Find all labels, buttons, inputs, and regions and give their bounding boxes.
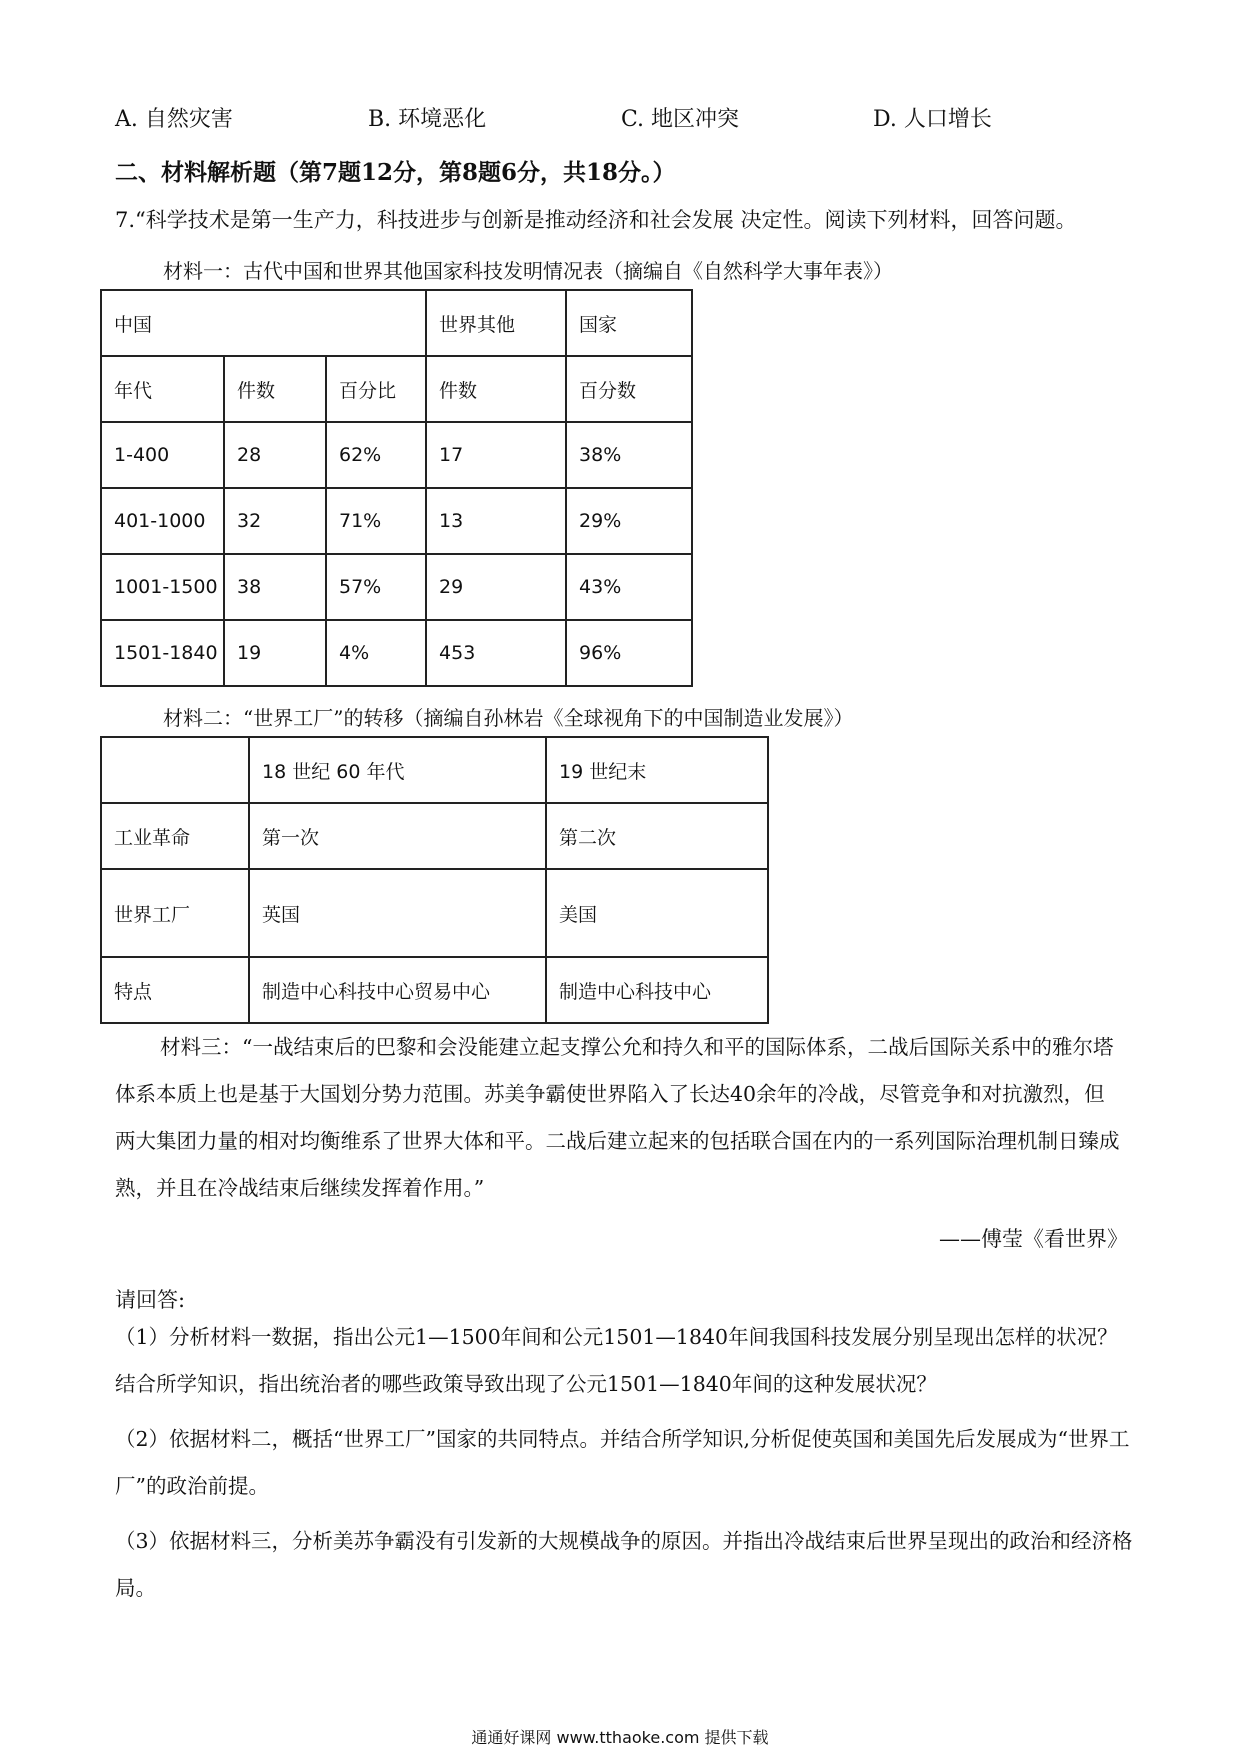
table-cell: 19 [224,620,326,686]
question-7-intro: 7.“科学技术是第一生产力，科技进步与创新是推动经济和社会发展 决定性。阅读下列材料，回答问题。 [115,208,1077,232]
table-row [101,422,692,488]
material2-table [100,736,769,1024]
table-cell: 美国 [546,869,768,957]
table-cell: 英国 [249,869,546,957]
table-cell: 13 [426,488,566,554]
option-c: C. 地区冲突 [621,107,740,132]
table-header-row [101,737,768,803]
table-cell: 制造中心科技中心贸易中心 [249,957,546,1023]
table-cell: 工业革命 [101,803,249,869]
header-era: 年代 [101,356,224,422]
material3-source: ——傅莹《看世界》 [939,1227,1128,1251]
table-cell: 29% [566,488,692,554]
material3-text: 材料三：“一战结束后的巴黎和会没能建立起支撑公允和持久和平的国际体系，二战后国际关系中的雅尔塔体系本质上也是基于大国划分势力范围。苏美争霸使世界陷入了长达40余年的冷战，尽管竞争和对抗激烈，但两大集团力量的相对均衡维系了世界大体和平。二战后建立起来的包括联合国在内的一系列国际治理机制日臻成熟，并且在冷战结束后继续发挥着作用。” [115,1035,1120,1200]
header-countries: 国家 [566,290,692,356]
table-cell: 29 [426,554,566,620]
table-cell: 32 [224,488,326,554]
table-cell: 第二次 [546,803,768,869]
subquestion-3: （3）依据材料三，分析美苏争霸没有引发新的大规模战争的原因。并指出冷战结束后世界呈现出的政治和经济格局。 [115,1529,1133,1600]
table-row [101,869,768,957]
table-cell: 第一次 [249,803,546,869]
option-b: B. 环境恶化 [368,107,487,132]
table-row [101,554,692,620]
table-cell: 世界工厂 [101,869,249,957]
table-cell: 62% [326,422,426,488]
footer-credit: 通通好课网 www.tthaoke.com 提供下载 [471,1728,769,1747]
header-19th-century: 19 世纪末 [546,737,768,803]
table-cell [101,737,249,803]
table-cell: 28 [224,422,326,488]
table-cell: 96% [566,620,692,686]
answer-options [115,102,1115,134]
table-cell: 401-1000 [101,488,224,554]
table-cell: 38 [224,554,326,620]
table-cell: 71% [326,488,426,554]
table-subheader-row [101,356,692,422]
table-cell: 制造中心科技中心 [546,957,768,1023]
subquestion-1: （1）分析材料一数据，指出公元1—1500年间和公元1501—1840年间我国科技发展分别呈现出怎样的状况？结合所学知识，指出统治者的哪些政策导致出现了公元1501—1840年间的这种发展状况？ [115,1325,1118,1396]
table-cell: 38% [566,422,692,488]
table-cell: 17 [426,422,566,488]
table-row [101,957,768,1023]
header-percent: 百分数 [566,356,692,422]
material2-title: 材料二：“世界工厂”的转移（摘编自孙林岩《全球视角下的中国制造业发展》） [163,706,854,730]
ask-label: 请回答: [115,1288,186,1312]
option-a: A. 自然灾害 [115,107,233,132]
table-row [101,488,692,554]
section-heading: 二、材料解析题（第7题12分，第8题6分，共18分。） [115,159,676,186]
table-cell: 453 [426,620,566,686]
option-d: D. 人口增长 [873,107,992,132]
table-cell: 57% [326,554,426,620]
table-cell: 特点 [101,957,249,1023]
table-row [101,803,768,869]
material1-table [100,289,693,687]
material1-title: 材料一：古代中国和世界其他国家科技发明情况表（摘编自《自然科学大事年表》） [163,259,893,283]
header-18th-century: 18 世纪 60 年代 [249,737,546,803]
table-cell: 43% [566,554,692,620]
table-header-row [101,290,692,356]
table-cell: 4% [326,620,426,686]
table-cell: 1-400 [101,422,224,488]
header-count: 件数 [224,356,326,422]
table-row [101,620,692,686]
header-china: 中国 [101,290,426,356]
header-count: 件数 [426,356,566,422]
table-cell: 1501-1840 [101,620,224,686]
table-cell: 1001-1500 [101,554,224,620]
subquestion-2: （2）依据材料二，概括“世界工厂”国家的共同特点。并结合所学知识,分析促使英国和美国先后发展成为“世界工厂”的政治前提。 [115,1427,1130,1498]
header-world-other: 世界其他 [426,290,566,356]
header-percent: 百分比 [326,356,426,422]
